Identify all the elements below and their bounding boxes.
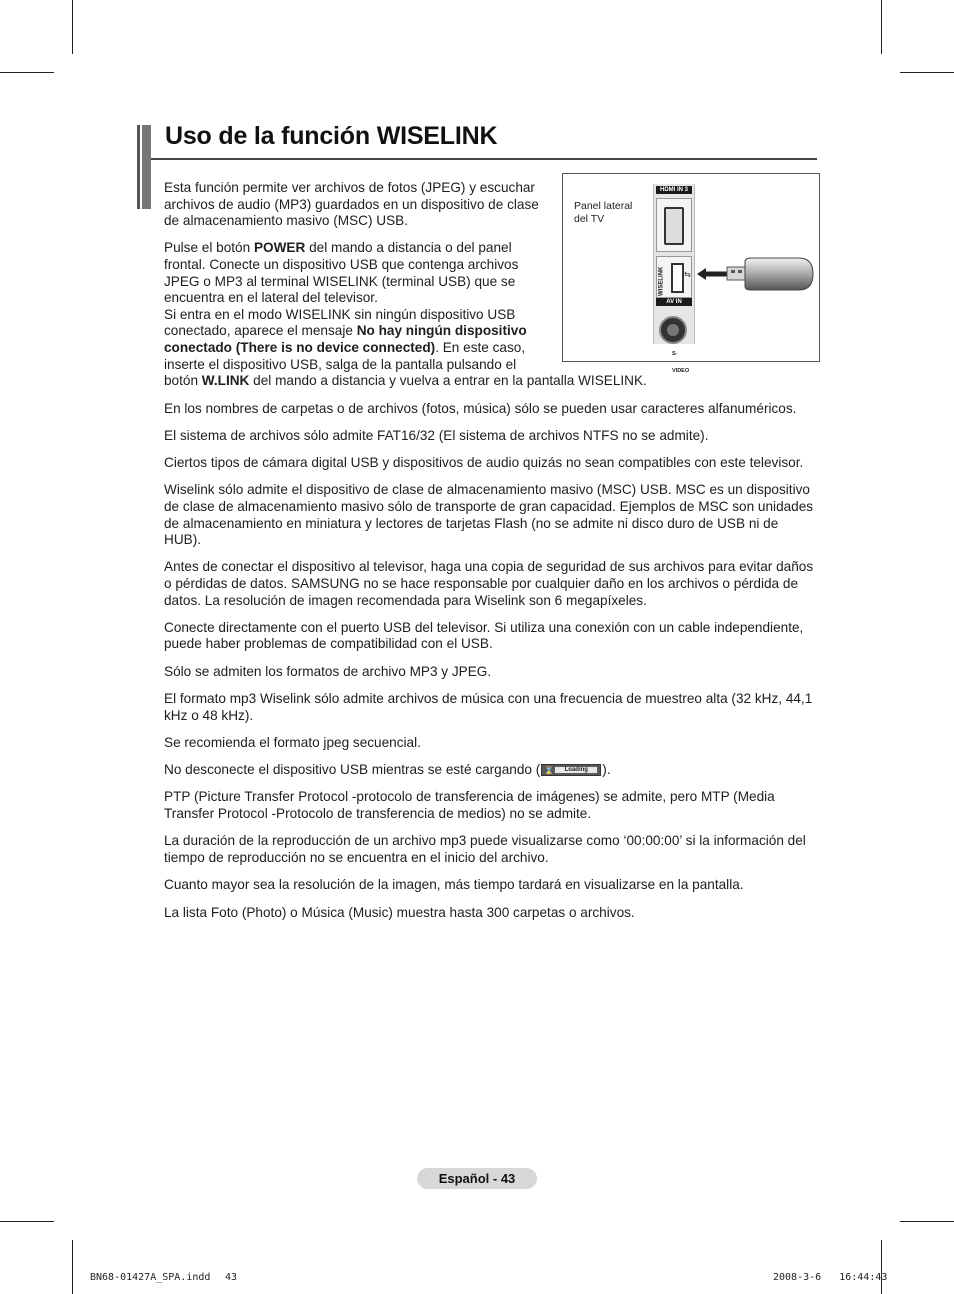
figure-caption: Panel lateral del TV	[574, 200, 633, 225]
main-content	[164, 180, 818, 932]
paragraph: Conecte directamente con el puerto USB del televisor. Si utiliza una conexión con un cable independiente, puede haber problemas de compatibilidad con el USB.	[164, 619, 804, 652]
title-accent-bar	[137, 125, 151, 209]
paragraph: PTP (Picture Transfer Protocol -protocolo de transferencia de imágenes) se admite, pero MTP (Media Transfer Protocol -Protocolo de transferencia de medios) no se admite.	[164, 789, 775, 822]
crop-mark	[0, 72, 54, 73]
paragraph: En los nombres de carpetas o de archivos (fotos, música) sólo se pueden usar caracteres alfanuméricos.	[164, 400, 797, 416]
paragraph: Pulse el botón POWER del mando a distancia o del panel frontal. Conecte un dispositivo USB que contenga archivos JPEG o MP3 al terminal WISELINK (terminal USB) que se encuentra en el lateral del televisor. Si entra en el modo WISELINK sin ningún dispositivo USB conectado, aparece el mensaje No hay ningún dispositivo conectado (There is no device connected). En este caso, inserte el dispositivo USB, salga de la pantalla pulsando el botón W.LINK del mando a distancia y vuelva a entrar en la pantalla WISELINK.	[164, 240, 647, 389]
title-rule	[151, 158, 817, 160]
paragraph: El formato mp3 Wiselink sólo admite archivos de música con una frecuencia de muestreo alta (32 kHz, 44,1 kHz o 48 kHz).	[164, 691, 813, 723]
paragraph: Antes de conectar el dispositivo al televisor, haga una copia de seguridad de sus archivos para evitar daños o pérdidas de datos. SAMSUNG no se hace responsable por cualquier daño en los archivos o pérdida de datos. La resolución de imagen recomendada para Wiselink son 6 megapíxeles.	[164, 559, 814, 608]
slug-datetime: 2008-3-6 16:44:43	[773, 1272, 888, 1283]
wiselink-label: WISELINK	[658, 266, 665, 296]
paragraph: No desconecte el dispositivo USB mientras se esté cargando ( ⌛ Loading ).	[164, 762, 611, 778]
paragraph: El sistema de archivos sólo admite FAT16/32 (El sistema de archivos NTFS no se admite).	[164, 427, 709, 443]
no-device-message: No hay ningún dispositivo conectado (There is no device connected)	[164, 323, 527, 356]
paragraph: Wiselink sólo admite el dispositivo de clase de almacenamiento masivo (MSC) USB. MSC es un dispositivo de clase de almacenamiento masivo sólo de transporte de gran capacidad. Ejemplos de MSC son unidades de almacenamiento en miniatura y lectores de tarjetas Flash (no se admite ni disco duro de USB ni de HUB).	[164, 482, 814, 548]
s-video-label: S-VIDEO	[672, 351, 690, 374]
av-in-label: AV IN	[656, 298, 692, 306]
crop-mark	[900, 1221, 954, 1222]
paragraph: La duración de la reproducción de un archivo mp3 puede visualizarse como ‘00:00:00’ si la información del tiempo de reproducción no se encuentra en el inicio del archivo.	[164, 833, 806, 865]
crop-mark	[72, 0, 73, 54]
power-term: POWER	[253, 240, 306, 256]
paragraph: La lista Foto (Photo) o Música (Music) muestra hasta 300 carpetas o archivos.	[164, 904, 635, 920]
crop-mark	[900, 72, 954, 73]
paragraph: Se recomienda el formato jpeg secuencial.	[164, 734, 421, 750]
hdmi-port-icon	[656, 198, 692, 252]
wiselink-port	[656, 256, 692, 298]
paragraph: Ciertos tipos de cámara digital USB y dispositivos de audio quizás no sean compatibles con este televisor.	[164, 455, 804, 471]
hdmi-label: HDMI IN 3	[656, 186, 692, 194]
usb-port-icon	[671, 263, 684, 293]
tv-side-panel	[653, 184, 695, 374]
paragraph: Cuanto mayor sea la resolución de la imagen, más tiempo tardará en visualizarse en la pantalla.	[164, 877, 744, 893]
s-video-port-icon	[659, 316, 687, 344]
crop-mark	[881, 1240, 882, 1294]
page-title: Uso de la función WISELINK	[165, 122, 498, 150]
slug-filename: BN68-01427A_SPA.indd	[90, 1272, 211, 1283]
page-number-badge: Español - 43	[417, 1168, 537, 1189]
slug-page: 43	[225, 1272, 238, 1283]
loading-indicator-icon: ⌛ Loading	[541, 764, 601, 776]
crop-mark	[72, 1240, 73, 1294]
usb-stick-icon	[725, 254, 815, 294]
usb-symbol-icon: ⇆	[684, 270, 691, 279]
arrow-left-icon	[697, 268, 727, 280]
crop-mark	[0, 1221, 54, 1222]
paragraph: Sólo se admiten los formatos de archivo MP3 y JPEG.	[164, 663, 492, 679]
wlink-term: W.LINK	[201, 373, 250, 389]
paragraph: Esta función permite ver archivos de fotos (JPEG) y escuchar archivos de audio (MP3) guardados en un dispositivo de clase de almacenamiento masivo (MSC) USB.	[164, 180, 539, 229]
crop-mark	[881, 0, 882, 54]
usb-connection-figure	[562, 173, 820, 374]
